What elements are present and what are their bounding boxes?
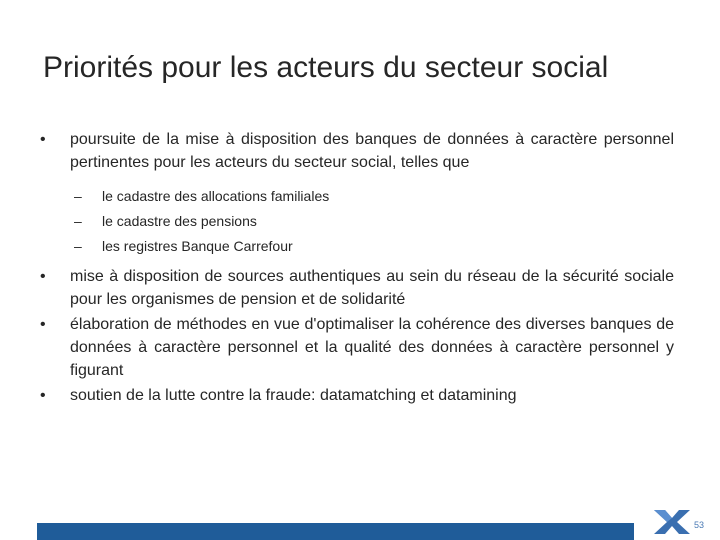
bullet-list [40, 128, 674, 409]
bullet-text: soutien de la lutte contre la fraude: datamatching et datamining [70, 387, 517, 404]
sub-item-text: le cadastre des allocations familiales [102, 188, 330, 204]
bullet-marker: • [40, 268, 46, 285]
sub-item [40, 184, 674, 209]
bullet-item [40, 128, 674, 174]
sub-item-text: le cadastre des pensions [102, 213, 257, 229]
bullet-item [40, 384, 674, 407]
bullet-item [40, 313, 674, 382]
bullet-text: élaboration de méthodes en vue d'optimaliser la cohérence des diverses banques de données à caractère personnel et la qualité des données à caractère personnel y figurant [70, 316, 674, 379]
page-number: 53 [694, 520, 705, 530]
footer-bar [37, 523, 634, 540]
dash-marker: – [74, 213, 82, 229]
dash-marker: – [74, 188, 82, 204]
sub-item [40, 209, 674, 234]
cross-logo-icon [651, 504, 693, 540]
bullet-text: mise à disposition de sources authentiques au sein du réseau de la sécurité sociale pour les organismes de pension et de solidarité [70, 268, 674, 308]
bullet-marker: • [40, 387, 46, 404]
sub-item-text: les registres Banque Carrefour [102, 238, 293, 254]
bullet-marker: • [40, 131, 46, 148]
bullet-marker: • [40, 316, 46, 333]
slide-title: Priorités pour les acteurs du secteur social [43, 51, 609, 84]
sub-item [40, 234, 674, 259]
bullet-text: poursuite de la mise à disposition des banques de données à caractère personnel pertinentes pour les acteurs du secteur social, telles que [70, 131, 674, 171]
dash-marker: – [74, 238, 82, 254]
bullet-item [40, 265, 674, 311]
sub-list [40, 184, 674, 259]
